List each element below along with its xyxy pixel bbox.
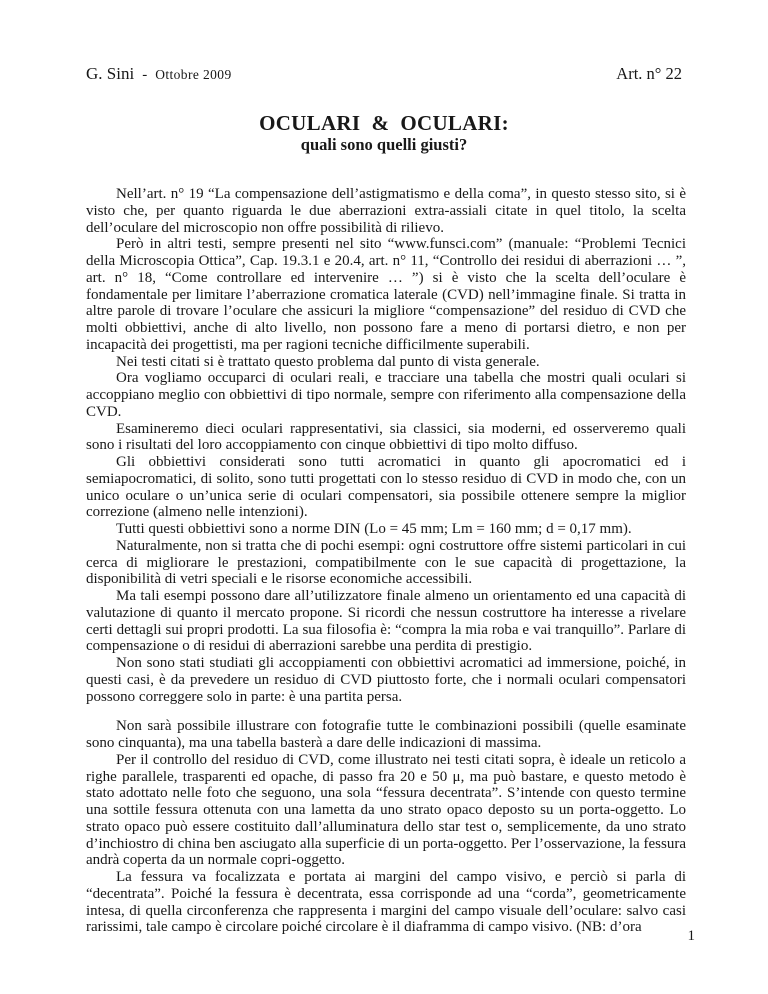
paragraph-04: Ora vogliamo occuparci di oculari reali, e tracciare una tabella che mostri quali oculari si accoppiano meglio con obbiettivi di tipo normale, sempre con riferimento alla compensazione della CVD.: [86, 370, 686, 420]
article-number: Art. n° 22: [616, 64, 682, 83]
paragraph-09: Ma tali esempi possono dare all’utilizzatore finale almeno un orientamento ed una capacità di valutazione di quanto il mercato propone. Si ricordi che nessun costruttore ha interesse a rivelare certi dettagli sui propri prodotti. La sua filosofia è: “compra la mia roba e vai tranquillo”. Parlare di compensazione o di residui di aberrazioni sarebbe una perdita di prestigio.: [86, 588, 686, 655]
paragraph-02: Però in altri testi, sempre presenti nel sito “www.funsci.com” (manuale: “Problemi Tecnici della Microscopia Ottica”, Cap. 19.3.1 e 20.4, art. n° 11, “Controllo dei residui di aberrazioni … ”, art. n° 18, “Come controllare ed intervenire … ”) si è visto che la scelta dell’oculare è fondamentale per limitare l’aberrazione cromatica laterale (CVD) nell’immagine finale. Si tratta in altre parole di trovare l’oculare che assicuri la migliore “compensazione” del residuo di CVD che molti obbiettivi, anche di alto livello, non possono fare a meno di portarsi dietro, e non per incapacità dei progettisti, ma per ragioni tecniche difficilmente superabili.: [86, 236, 686, 353]
paragraph-07: Tutti questi obbiettivi sono a norme DIN (Lo = 45 mm; Lm = 160 mm; d = 0,17 mm).: [116, 521, 632, 537]
header-separator: -: [142, 67, 148, 83]
paragraph-03: Nei testi citati si è trattato questo problema dal punto di vista generale.: [116, 353, 540, 370]
document-title: OCULARI & OCULARI:: [259, 111, 509, 135]
author-name: G. Sini: [86, 64, 135, 83]
page-number: 1: [687, 928, 695, 944]
paragraph-12: Per il controllo del residuo di CVD, come illustrato nei testi citati sopra, è ideale un reticolo a righe parallele, trasparenti ed opache, di passo fra 20 e 50 μ, ma può bastare, e questo metodo è stato adottato nelle foto che seguono, una sola “fessura decentrata”. S’intende con questo termine una sottile fessura ottenuta con una lametta da uno strato opaco deposto su un porta-oggetto. Lo strato opaco può essere costituito dall’alluminatura dello star test o, semplicemente, da uno strato d’inchiostro di china ben asciugato alla superficie di un porta-oggetto. Per l’osservazione, la fessura andrà coperta da un normale copri-oggetto.: [86, 751, 686, 869]
document-body: [86, 186, 686, 936]
title-block: [0, 112, 768, 154]
paragraph-11: Non sarà possibile illustrare con fotografie tutte le combinazioni possibili (quelle esaminate sono cinquanta), ma una tabella basterà a dare delle indicazioni di massima.: [86, 718, 686, 751]
paragraph-10: Non sono stati studiati gli accoppiamenti con obbiettivi acromatici ad immersione, poiché, in questi casi, è da prevedere un residuo di CVD piuttosto forte, che i normali oculari compensatori possono correggere solo in parte: è una partita persa.: [86, 655, 686, 705]
header-date: Ottobre 2009: [155, 67, 232, 82]
paragraph-08: Naturalmente, non si tratta che di pochi esempi: ogni costruttore offre sistemi particolari in cui cerca di migliorare le prestazioni, compatibilmente con le sue capacità di progettazione, la disponibilità di vetri speciali e le risorse economiche accessibili.: [86, 537, 686, 588]
header-author-date: [86, 64, 232, 84]
paragraph-05: Esamineremo dieci oculari rappresentativi, sia classici, sia moderni, ed osserveremo quali sono i risultati del loro accoppiamento con cinque obbiettivi di tipo molto diffuso.: [86, 420, 686, 454]
page-header: [86, 64, 682, 84]
paragraph-06: Gli obbiettivi considerati sono tutti acromatici in quanto gli apocromatici ed i semiapocromatici, di solito, sono tutti progettati con lo stesso residuo di CVD in modo che, con un unico oculare o un’unica serie di oculari compensatori, sia possibile ottenere sempre la miglior correzione (almeno nelle intenzioni).: [86, 454, 686, 521]
document-subtitle: quali sono quelli giusti?: [300, 135, 468, 154]
paragraph-13: La fessura va focalizzata e portata ai margini del campo visivo, e perciò si parla di “decentrata”. Poiché la fessura è decentrata, essa corrisponde ad una “corda”, geometricamente intesa, di quella circonferenza che rappresenta i margini del campo visuale dell’oculare: salvo casi rarissimi, tale campo è circolare poiché circolare è il diaframma di campo visivo. (NB: d’ora: [86, 869, 686, 936]
paragraph-01: Nell’art. n° 19 “La compensazione dell’astigmatismo e della coma”, in questo stesso sito, si è visto che, per quanto riguarda le due aberrazioni extra-assiali citate in quel titolo, la scelta dell’oculare del microscopio non offre possibilità di rilievo.: [86, 186, 686, 236]
